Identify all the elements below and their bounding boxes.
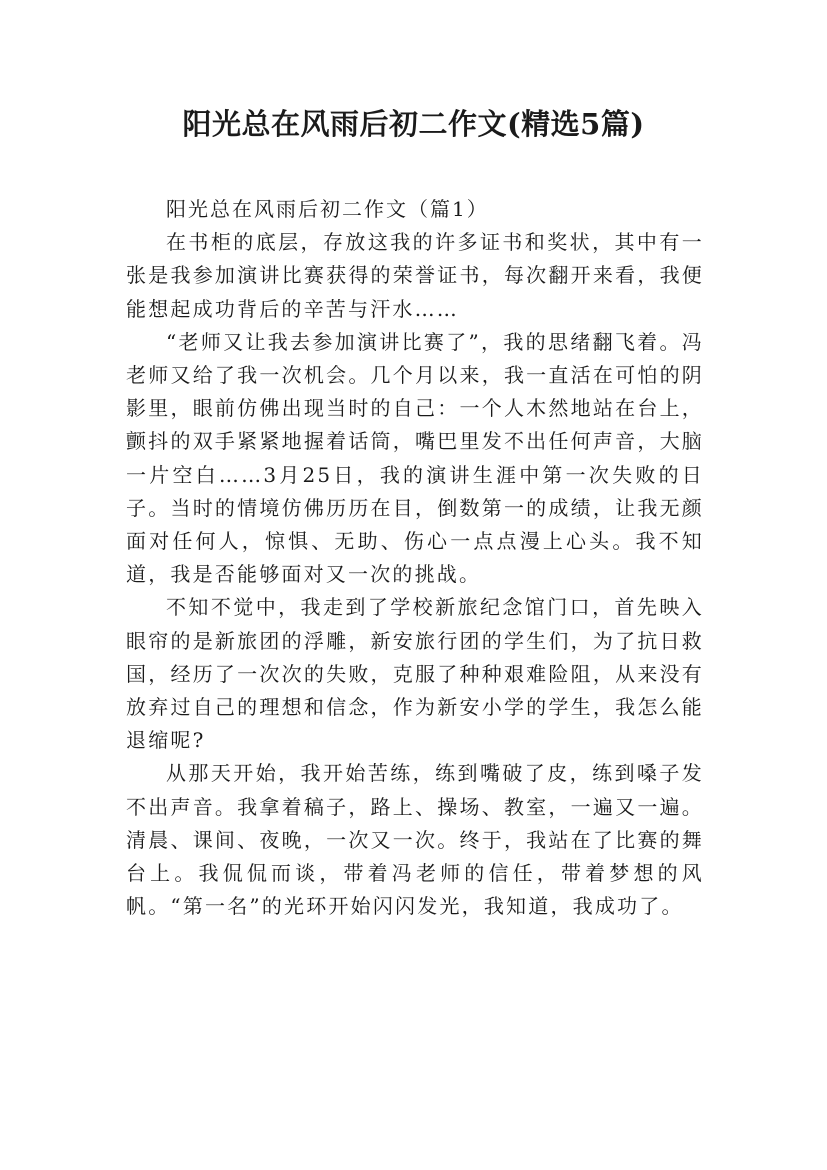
- document-body: [126, 193, 704, 923]
- document-title: 阳光总在风雨后初二作文(精选5篇): [182, 107, 645, 141]
- paragraph-4: 从那天开始，我开始苦练，练到嘴破了皮，练到嗓子发不出声音。我拿着稿子，路上、操场、教室，一遍又一遍。清晨、课间、夜晚，一次又一次。终于，我站在了比赛的舞台上。我侃侃而谈，带着冯老师的信任，带着梦想的风帆。“第一名”的光环开始闪闪发光，我知道，我成功了。: [126, 761, 704, 919]
- paragraph-3: 不知不觉中，我走到了学校新旅纪念馆门口，首先映入眼帘的是新旅团的浮雕，新安旅行团的学生们，为了抗日救国，经历了一次次的失败，克服了种种艰难险阻，从来没有放弃过自己的理想和信念，作为新安小学的学生，我怎么能退缩呢?: [126, 595, 704, 753]
- paragraph-2: “老师又让我去参加演讲比赛了”，我的思绪翻飞着。冯老师又给了我一次机会。几个月以来，我一直活在可怕的阴影里，眼前仿佛出现当时的自己：一个人木然地站在台上，颤抖的双手紧紧地握着话筒，嘴巴里发不出任何声音，大脑一片空白……3月25日，我的演讲生涯中第一次失败的日子。当时的情境仿佛历历在目，倒数第一的成绩，让我无颜面对任何人，惊惧、无助、伤心一点点漫上心头。我不知道，我是否能够面对又一次的挑战。: [126, 329, 704, 587]
- paragraph-1: 在书柜的底层，存放这我的许多证书和奖状，其中有一张是我参加演讲比赛获得的荣誉证书，每次翻开来看，我便能想起成功背后的辛苦与汗水……: [126, 230, 704, 321]
- section-heading: 阳光总在风雨后初二作文（篇1）: [166, 197, 489, 221]
